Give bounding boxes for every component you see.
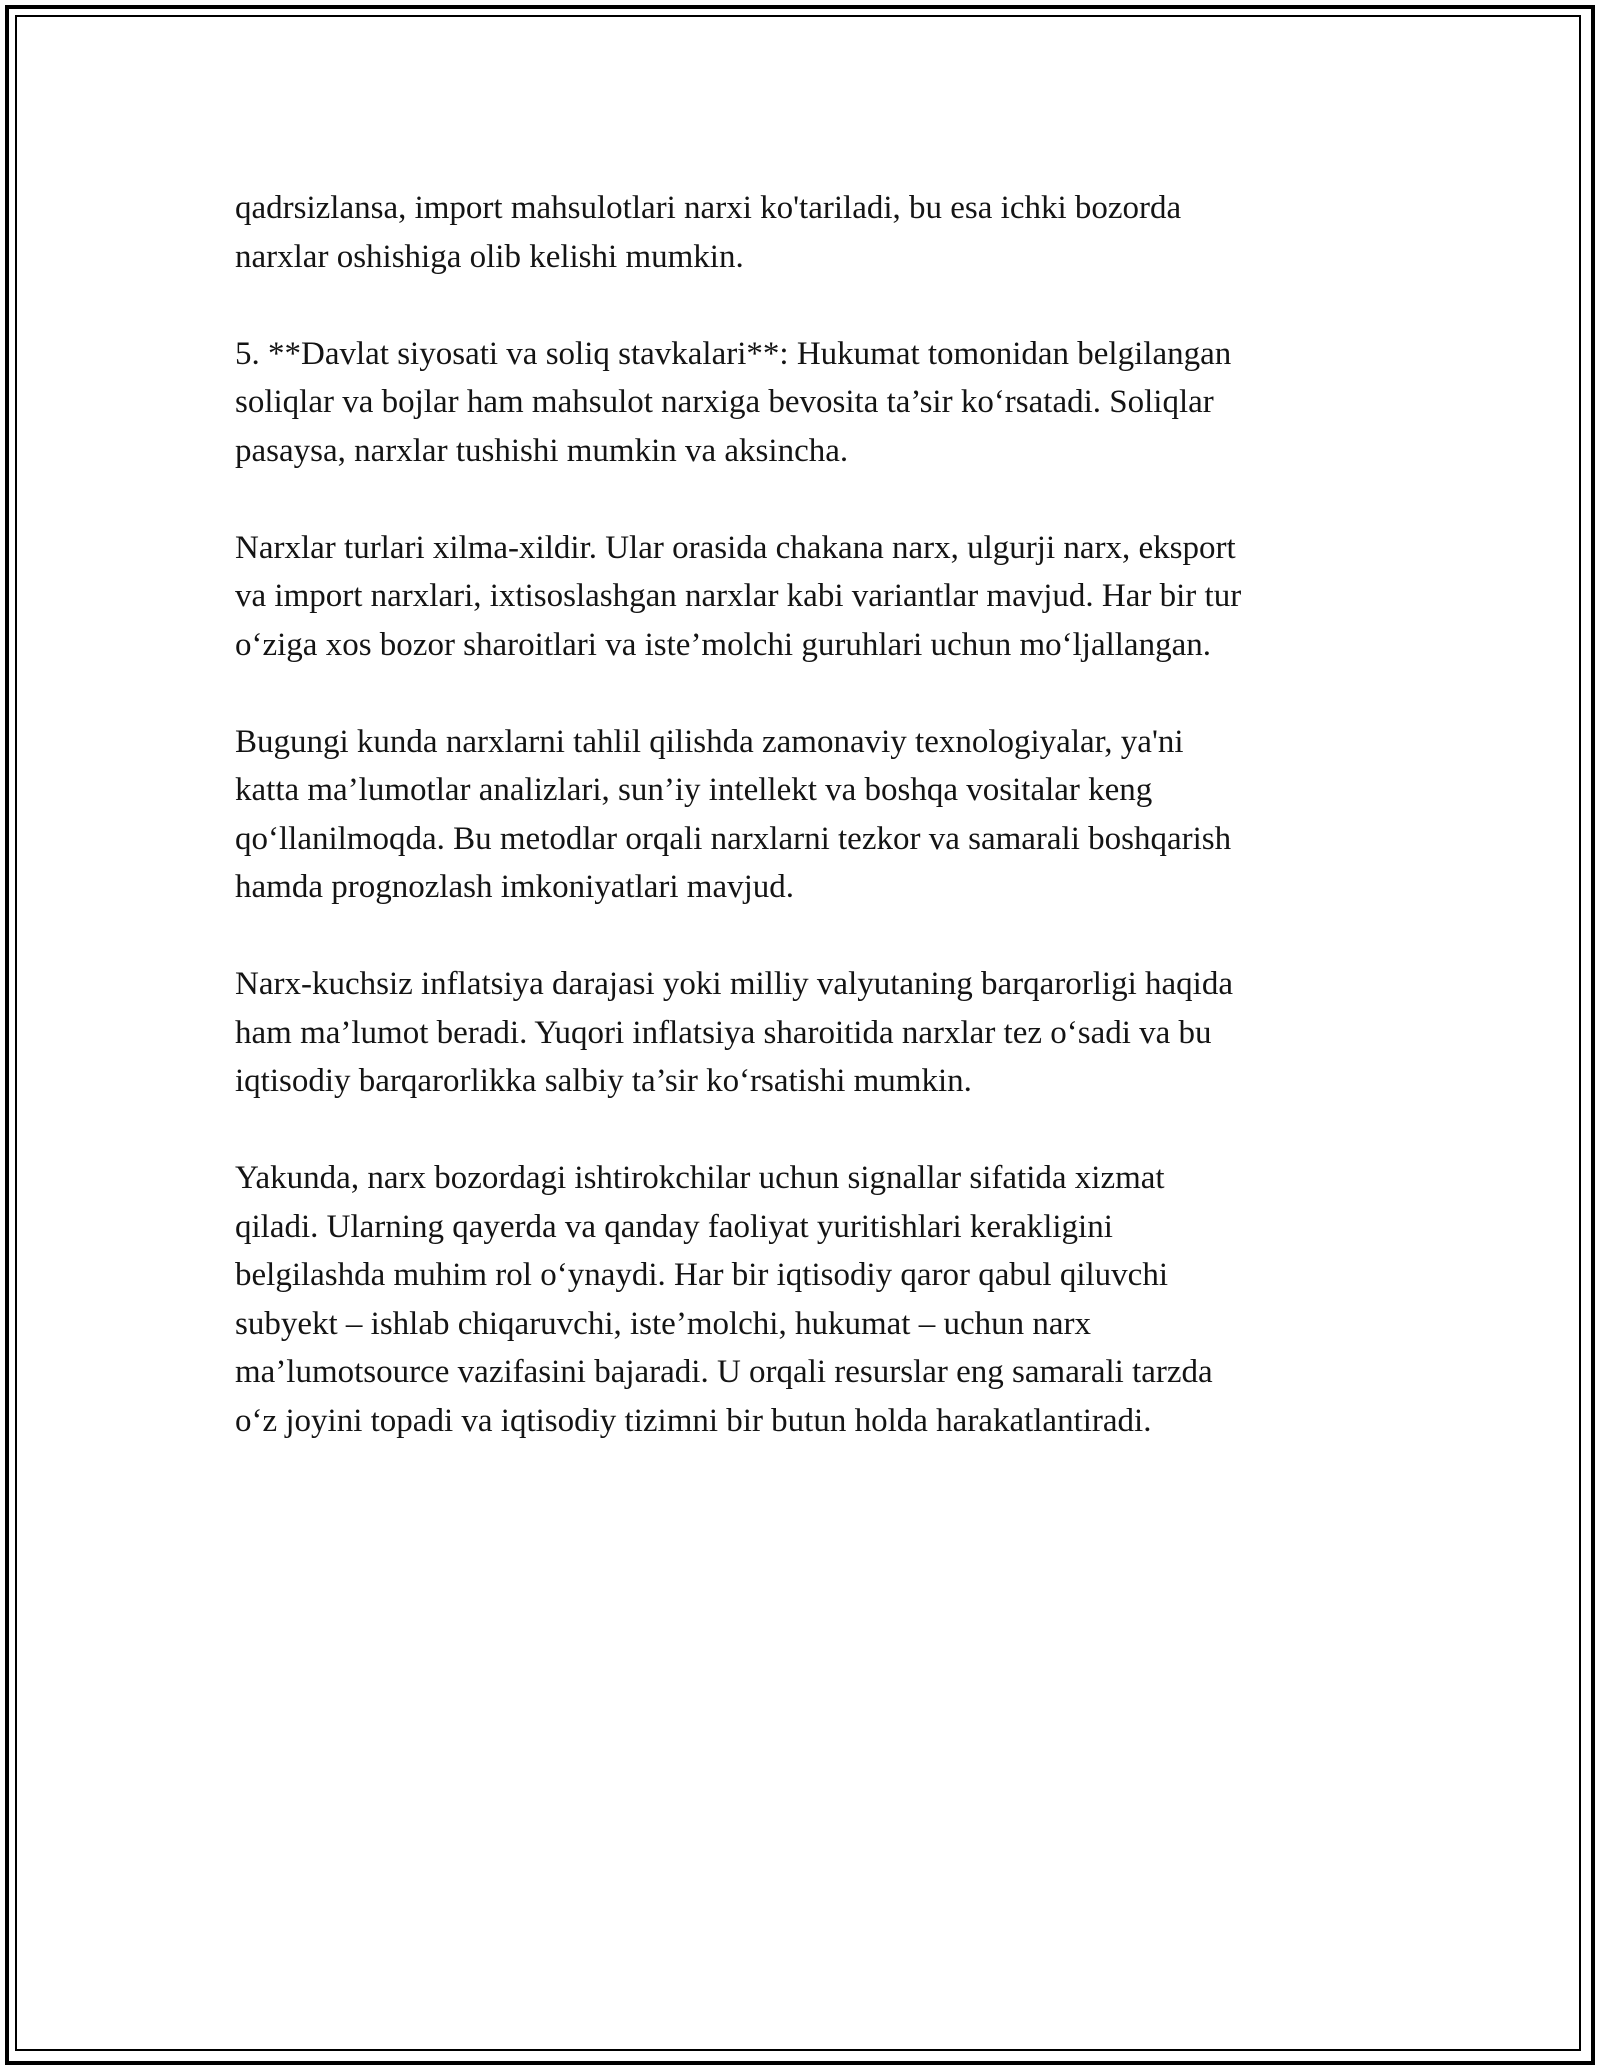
document-body (235, 184, 1375, 1494)
paragraph-inflation: Narx-kuchsiz inflatsiya darajasi yoki milliy valyutaning barqarorligi haqida ham ma’lumot beradi. Yuqori inflatsiya sharoitida narxlar tez o‘sadi va bu iqtisodiy barqarorlikka salbiy ta’sir ko‘rsatishi mumkin. (235, 966, 1233, 1099)
paragraph-price-types: Narxlar turlari xilma-xildir. Ular orasida chakana narx, ulgurji narx, eksport va import narxlari, ixtisoslashgan narxlar kabi variantlar mavjud. Har bir tur o‘ziga xos bozor sharoitlari va iste’molchi guruhlari uchun mo‘ljallangan. (235, 529, 1242, 663)
paragraph-government-policy: 5. **Davlat siyosati va soliq stavkalari**: Hukumat tomonidan belgilangan soliqlar va bojlar ham mahsulot narxiga bevosita ta’sir ko‘rsatadi. Soliqlar pasaysa, narxlar tushishi mumkin va aksincha. (235, 335, 1232, 469)
paragraph-currency-devaluation: qadrsizlansa, import mahsulotlari narxi ko'tariladi, bu esa ichki bozorda narxlar oshishiga olib kelishi mumkin. (235, 190, 1182, 275)
paragraph-conclusion: Yakunda, narx bozordagi ishtirokchilar uchun signallar sifatida xizmat qiladi. Ularning qayerda va qanday faoliyat yuritishlari kerakligini belgilashda muhim rol o‘ynaydi. Har bir iqtisodiy qaror qabul qiluvchi subyekt – ishlab chiqaruvchi, iste’molchi, hukumat – uchun narx ma’lumotsource vazifasini bajaradi. U orqali resurslar eng samarali tarzda o‘z joyini topadi va iqtisodiy tizimni bir butun holda harakatlantiradi. (235, 1160, 1213, 1439)
paragraph-modern-technologies: Bugungi kunda narxlarni tahlil qilishda zamonaviy texnologiyalar, ya'ni katta ma’lumotlar analizlari, sun’iy intellekt va boshqa vositalar keng qo‘llanilmoqda. Bu metodlar orqali narxlarni tezkor va samarali boshqarish hamda prognozlash imkoniyatlari mavjud. (235, 723, 1232, 905)
